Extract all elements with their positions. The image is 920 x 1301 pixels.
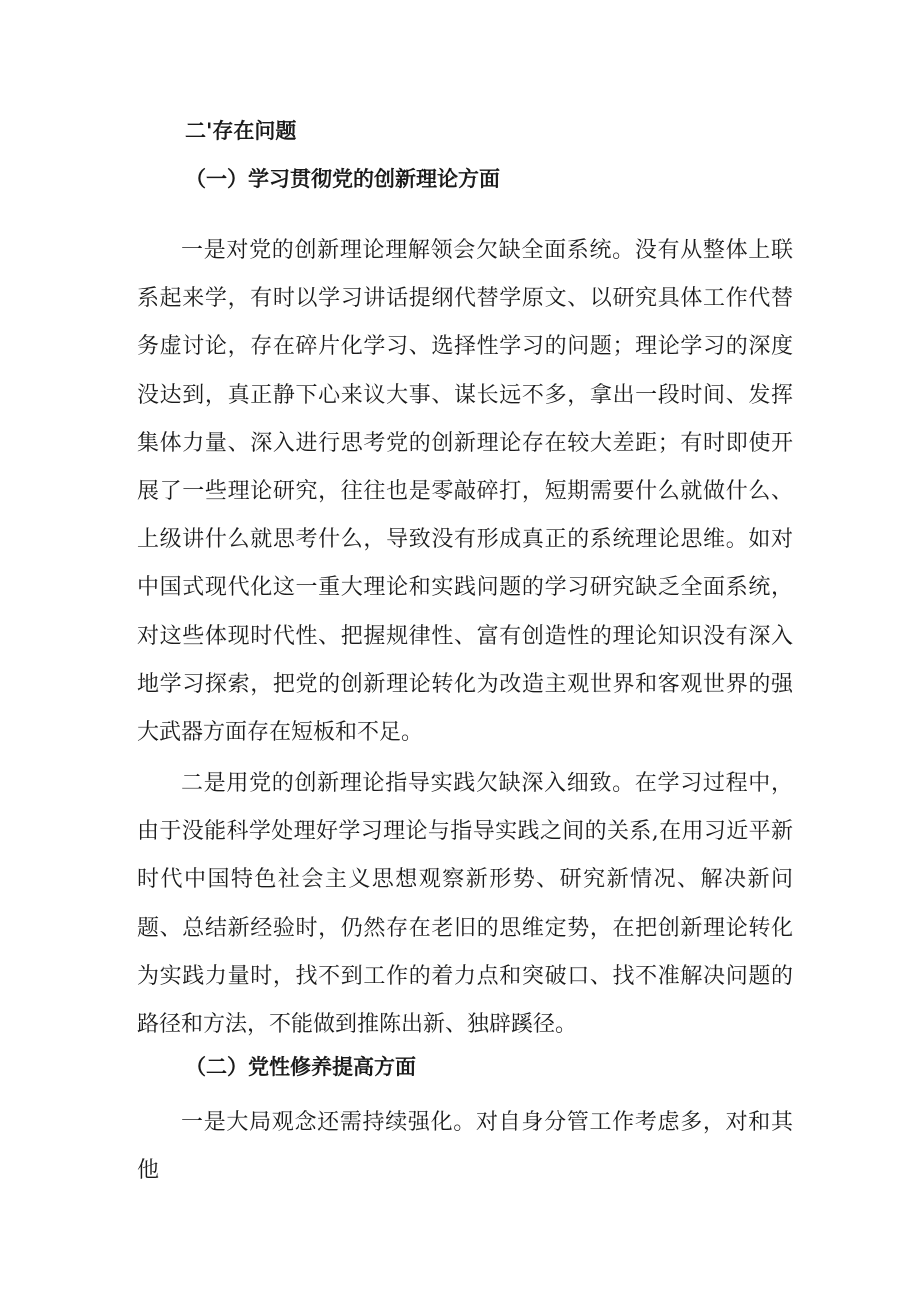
paragraph-2: 二是用党的创新理论指导实践欠缺深入细致。在学习过程中，由于没能科学处理好学习理论与指导实践之间的关系,在用习近平新时代中国特色社会主义思想观察新形势、研究新情况、解决新问题、总结新经验时，仍然存在老旧的思维定势，在把创新理论转化为实践力量时，找不到工作的着力点和突破口、找不准解决问题的路径和方法，不能做到推陈出新、独辟蹊径。 (137, 771, 793, 1038)
paragraph-1: 一是对党的创新理论理解领会欠缺全面系统。没有从整体上联系起来学，有时以学习讲话提纲代替学原文、以研究具体工作代替务虚讨论，存在碎片化学习、选择性学习的问题；理论学习的深度没达到，真正静下心来议大事、谋长远不多，拿出一段时间、发挥集体力量、深入进行思考党的创新理论存在较大差距；有时即使开展了一些理论研究，往往也是零敲碎打，短期需要什么就做什么、上级讲什么就思考什么，导致没有形成真正的系统理论思维。如对中国式现代化这一重大理论和实践问题的学习研究缺乏全面系统，对这些体现时代性、把握规律性、富有创造性的理论知识没有深入地学习探索，把党的创新理论转化为改造主观世界和客观世界的强大武器方面存在短板和不足。 (137, 238, 793, 746)
paragraph-3: 一是大局观念还需持续强化。对自身分管工作考虑多，对和其他 (137, 1110, 793, 1184)
subsection-heading-2: （二）党性修养提高方面 (185, 1055, 416, 1079)
subsection-heading-1: （一）学习贯彻党的创新理论方面 (185, 167, 500, 191)
section-heading: 二'存在问题 (185, 119, 297, 143)
